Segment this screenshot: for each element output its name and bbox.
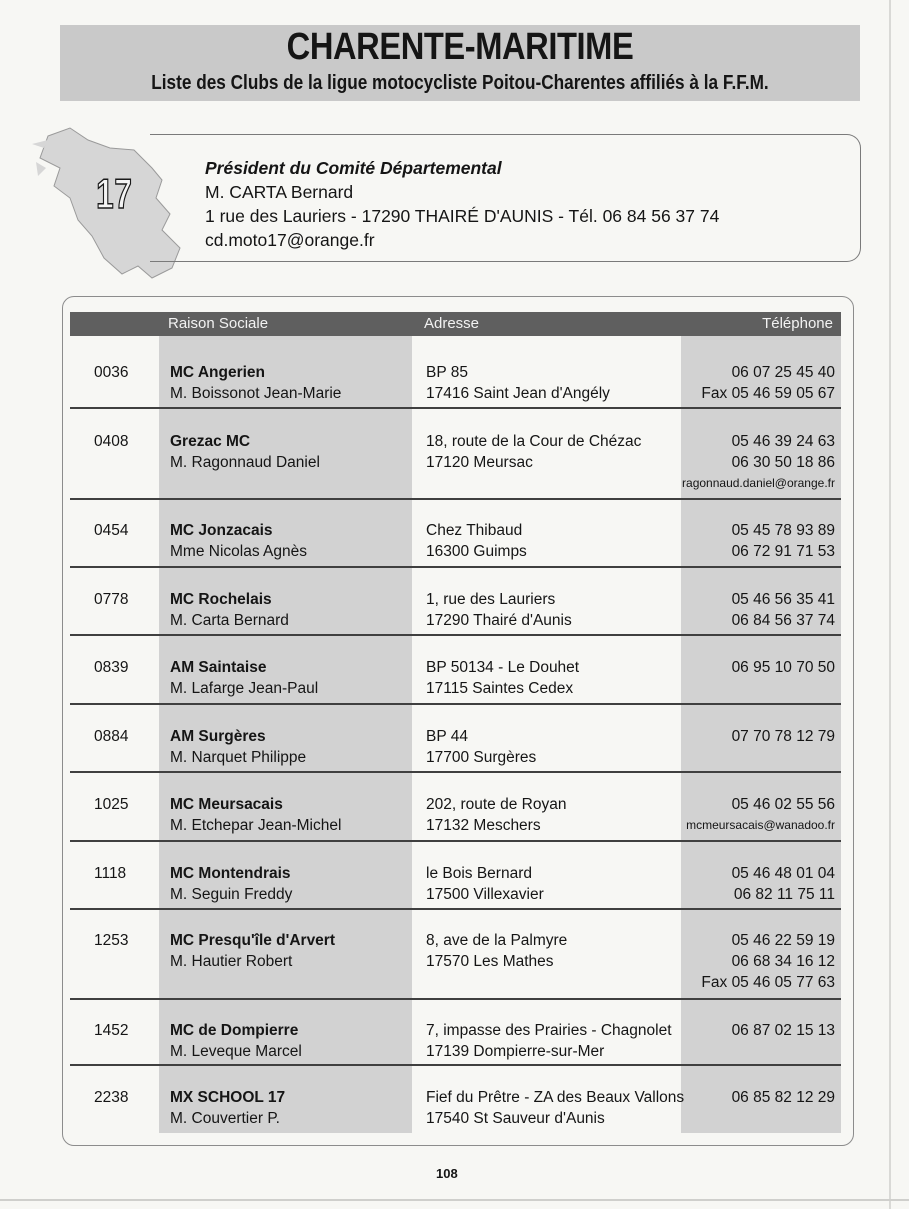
club-president: M. Couvertier P. — [170, 1110, 280, 1127]
table-header — [70, 312, 841, 336]
club-address — [426, 657, 579, 699]
phone-number: 05 46 56 35 41 — [731, 591, 835, 608]
club-president: M. Hautier Robert — [170, 953, 293, 970]
club-number: 0884 — [94, 728, 129, 745]
header-raison-sociale: Raison Sociale — [168, 315, 269, 332]
club-name: MC Rochelais — [170, 591, 272, 608]
club-phones — [701, 362, 835, 404]
club-address — [426, 520, 527, 562]
phone-number: 06 95 10 70 50 — [731, 659, 835, 676]
club-president: M. Boissonot Jean-Marie — [170, 385, 342, 402]
president-title: Président du Comité Départemental — [205, 158, 502, 178]
club-phones — [732, 589, 835, 631]
phone-number: 05 45 78 93 89 — [731, 522, 835, 539]
club-name: MC Montendrais — [170, 865, 291, 882]
address-line: 17139 Dompierre-sur-Mer — [426, 1043, 605, 1060]
header-telephone: Téléphone — [762, 315, 833, 332]
address-line: 17540 St Sauveur d'Aunis — [426, 1110, 605, 1127]
address-line: BP 44 — [426, 728, 468, 745]
row-divider — [70, 1064, 841, 1066]
address-line: 17132 Meschers — [426, 817, 541, 834]
club-email[interactable]: ragonnaud.daniel@orange.fr — [682, 476, 835, 490]
club-name: MX SCHOOL 17 — [170, 1089, 286, 1106]
club-name: Grezac MC — [170, 433, 251, 450]
phone-number: Fax 05 46 59 05 67 — [701, 385, 835, 402]
club-president: M. Carta Bernard — [170, 612, 289, 629]
club-phones — [732, 657, 835, 678]
address-line: 17115 Saintes Cedex — [426, 680, 574, 697]
club-phones — [732, 520, 835, 562]
phone-number: 06 68 34 16 12 — [731, 953, 835, 970]
club-name: MC de Dompierre — [170, 1022, 299, 1039]
club-president: M. Leveque Marcel — [170, 1043, 302, 1060]
club-phones — [732, 1087, 835, 1108]
club-president: M. Narquet Philippe — [170, 749, 307, 766]
phone-number: 05 46 48 01 04 — [731, 865, 835, 882]
address-line: 17570 Les Mathes — [426, 953, 554, 970]
address-line: 1, rue des Lauriers — [426, 591, 556, 608]
address-line: 17700 Surgères — [426, 749, 537, 766]
phone-number: 06 84 56 37 74 — [731, 612, 835, 629]
row-divider — [70, 634, 841, 636]
club-email[interactable]: mcmeursacais@wanadoo.fr — [686, 818, 835, 832]
club-phones — [732, 863, 835, 905]
president-name: M. CARTA Bernard — [205, 182, 354, 202]
club-address — [426, 1087, 684, 1129]
club-phones — [686, 794, 835, 836]
club-number: 0839 — [94, 659, 129, 676]
club-address — [426, 1020, 672, 1062]
club-number: 2238 — [94, 1089, 129, 1106]
club-number: 1452 — [94, 1022, 129, 1039]
club-president: Mme Nicolas Agnès — [170, 543, 307, 560]
club-address — [426, 362, 610, 404]
row-divider — [70, 703, 841, 705]
page-number: 108 — [436, 1166, 458, 1181]
club-number: 1118 — [94, 865, 127, 882]
phone-number: 06 82 11 75 11 — [733, 886, 835, 903]
header-adresse: Adresse — [424, 315, 480, 332]
phone-number: 05 46 39 24 63 — [731, 433, 835, 450]
club-number: 0408 — [94, 433, 129, 450]
row-divider — [70, 566, 841, 568]
page-title: CHARENTE-MARITIME — [286, 26, 634, 68]
row-divider — [70, 771, 841, 773]
address-line: 202, route de Royan — [426, 796, 567, 813]
club-address — [426, 794, 566, 836]
club-number: 1025 — [94, 796, 129, 813]
club-address — [426, 930, 567, 972]
address-line: 17416 Saint Jean d'Angély — [426, 385, 610, 402]
club-phones — [732, 1020, 835, 1041]
address-line: 8, ave de la Palmyre — [426, 932, 568, 949]
club-phones — [701, 930, 835, 993]
address-line: 17500 Villexavier — [426, 886, 544, 903]
club-phones — [682, 431, 835, 494]
president-email: cd.moto17@orange.fr — [205, 230, 375, 250]
address-line: Chez Thibaud — [426, 522, 523, 539]
club-name: AM Saintaise — [170, 659, 267, 676]
club-address — [426, 431, 641, 473]
club-address — [426, 863, 544, 905]
address-line: 18, route de la Cour de Chézac — [426, 433, 642, 450]
club-president: M. Ragonnaud Daniel — [170, 454, 320, 471]
club-address — [426, 589, 572, 631]
row-divider — [70, 840, 841, 842]
page-subtitle: Liste des Clubs de la ligue motocycliste Poitou-Charentes affiliés à la F.F.M. — [151, 72, 769, 94]
phone-number: 05 46 22 59 19 — [731, 932, 835, 949]
address-line: le Bois Bernard — [426, 865, 532, 882]
president-address: 1 rue des Lauriers - 17290 THAIRÉ D'AUNIS - Tél. 06 84 56 37 74 — [205, 206, 720, 226]
club-number: 0036 — [94, 364, 129, 381]
club-president: M. Etchepar Jean-Michel — [170, 817, 342, 834]
phone-number: Fax 05 46 05 77 63 — [701, 974, 835, 991]
address-line: 16300 Guimps — [426, 543, 527, 560]
phone-number: 06 87 02 15 13 — [731, 1022, 835, 1039]
department-number-badge: 17 — [96, 170, 133, 217]
club-number: 0778 — [94, 591, 129, 608]
row-divider — [70, 908, 841, 910]
address-line: 17120 Meursac — [426, 454, 533, 471]
address-line: BP 85 — [426, 364, 468, 381]
club-number: 0454 — [94, 522, 129, 539]
club-name: MC Presqu'île d'Arvert — [170, 932, 335, 949]
address-line: BP 50134 - Le Douhet — [426, 659, 580, 676]
club-phones — [732, 726, 835, 747]
phone-number: 06 72 91 71 53 — [731, 543, 835, 560]
club-president: M. Lafarge Jean-Paul — [170, 680, 319, 697]
club-name: AM Surgères — [170, 728, 266, 745]
address-line: 7, impasse des Prairies - Chagnolet — [426, 1022, 672, 1039]
club-address — [426, 726, 536, 768]
club-name: MC Jonzacais — [170, 522, 273, 539]
row-divider — [70, 498, 841, 500]
page-edge — [889, 0, 891, 1209]
address-line: Fief du Prêtre - ZA des Beaux Vallons — [426, 1089, 685, 1106]
club-president: M. Seguin Freddy — [170, 886, 293, 903]
address-line: 17290 Thairé d'Aunis — [426, 612, 572, 629]
page-bottom-edge — [0, 1199, 909, 1201]
club-name: MC Meursacais — [170, 796, 283, 813]
club-name: MC Angerien — [170, 364, 266, 381]
row-divider — [70, 998, 841, 1000]
row-divider — [70, 407, 841, 409]
president-info — [205, 156, 719, 252]
phone-number: 06 85 82 12 29 — [731, 1089, 835, 1106]
club-number: 1253 — [94, 932, 129, 949]
phone-number: 05 46 02 55 56 — [731, 796, 835, 813]
phone-number: 06 07 25 45 40 — [731, 364, 835, 381]
phone-number: 07 70 78 12 79 — [731, 728, 835, 745]
phone-number: 06 30 50 18 86 — [731, 454, 835, 471]
